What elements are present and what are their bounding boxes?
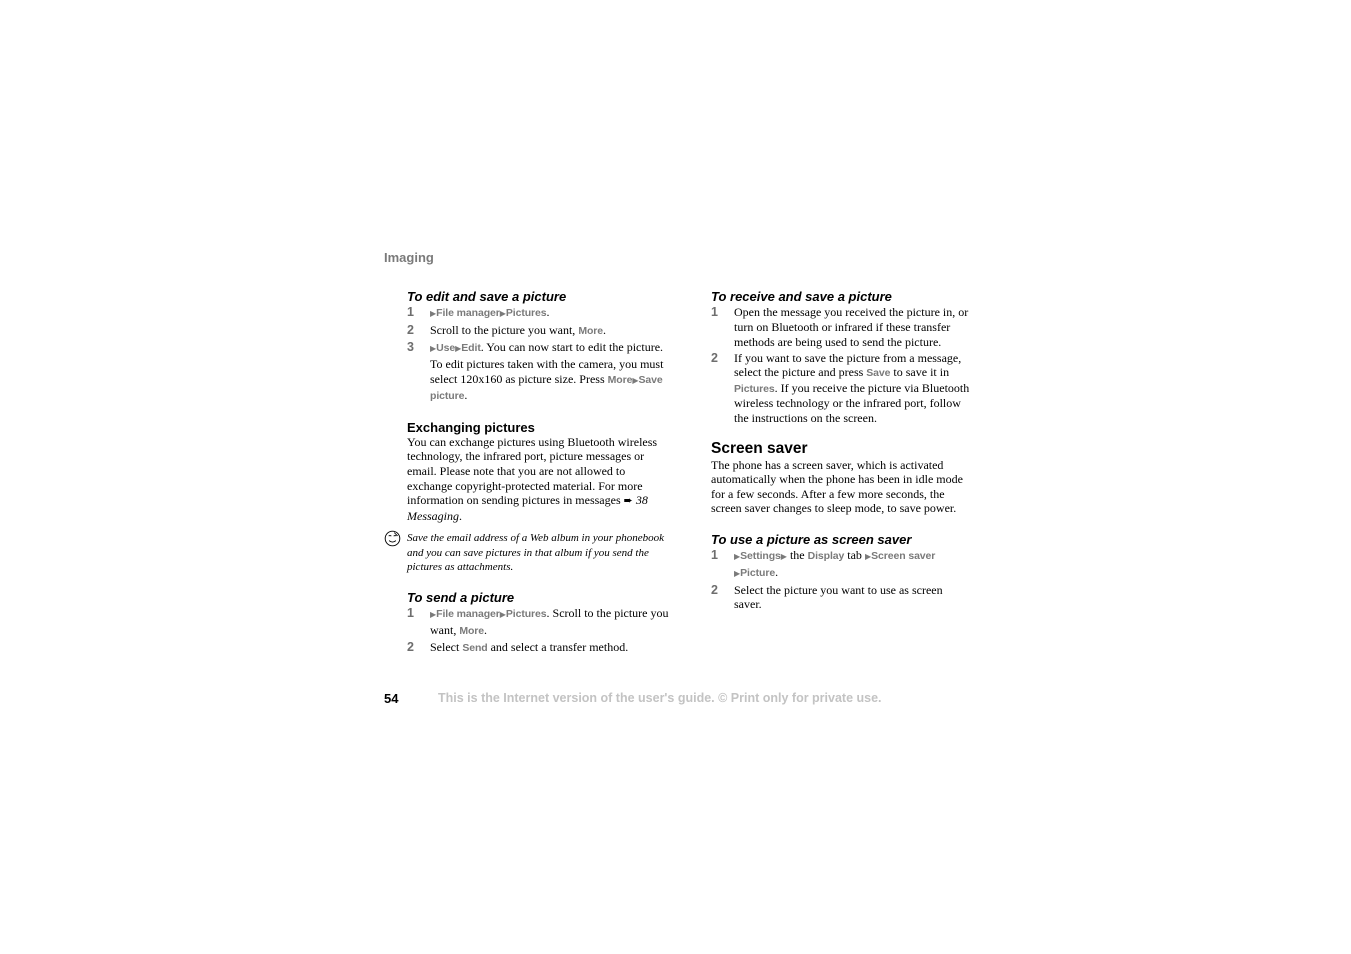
menu-arrow-icon: ▶ [430, 309, 437, 319]
page-reference: 38 Messaging [407, 493, 648, 523]
edit-picture-heading: To edit and save a picture [407, 289, 567, 304]
body-text: Open the message you received the picture in, or turn on Bluetooth or infrared if these transfer methods are being used to send the picture. [734, 305, 969, 349]
body-text: Select [430, 639, 463, 654]
menu-arrow-icon: ▶ [499, 610, 506, 620]
body-text: . [546, 305, 550, 320]
step-item [407, 323, 669, 339]
body-text: . [484, 622, 488, 637]
menu-path-item: Use [436, 342, 456, 355]
body-text: You can exchange pictures using Bluetooth wireless technology, the infrared port, picture messages or email. Please note that you are not allowed to exchange copyright-protected material. For more information on sending pictures in messages [407, 434, 658, 508]
reference-arrow-icon: ➨ [623, 494, 633, 508]
menu-path-item: Save [866, 367, 891, 380]
step-number: 1 [407, 305, 414, 320]
step-item [711, 583, 973, 612]
menu-arrow-icon: ▶ [430, 344, 437, 354]
body-text: tab [844, 548, 865, 563]
tip-note [407, 531, 669, 574]
menu-path-item: More [459, 624, 485, 637]
menu-path-item: Send [462, 641, 488, 654]
menu-arrow-icon: ▶ [632, 375, 639, 385]
menu-path-item: More [607, 373, 633, 386]
body-text: . [464, 388, 468, 403]
menu-arrow-icon: ▶ [499, 309, 506, 319]
body-text: . You can now start to edit the picture. To edit pictures taken with the camera, you must select 120x160 as picture size. Press [430, 340, 664, 386]
send-picture-steps [407, 606, 669, 655]
body-text: . [603, 323, 606, 338]
step-number: 2 [407, 323, 414, 338]
body-text: If you want to save the picture from a message, select the picture and press [734, 350, 962, 380]
menu-path-item: Pictures [505, 307, 547, 320]
step-item [407, 340, 669, 403]
footer-note: This is the Internet version of the user's guide. © Print only for private use. [438, 691, 882, 705]
menu-path-item: Settings [740, 550, 781, 563]
body-text: . If you receive the picture via Bluetooth wireless technology or the infrared port, follow the instructions on the screen. [734, 380, 970, 425]
body-text: and select a transfer method. [487, 639, 629, 654]
step-item [407, 640, 669, 656]
menu-path-item: File manager [436, 307, 500, 320]
screen-saver-heading: Screen saver [711, 439, 808, 457]
menu-path-item: Display [807, 550, 845, 563]
receive-picture-heading: To receive and save a picture [711, 289, 892, 304]
menu-path-item: More [578, 325, 603, 338]
menu-arrow-icon: ▶ [780, 552, 787, 562]
tip-text: Save the email address of a Web album in your phonebook and you can save pictures in that album if you send the pictures as attachments. [407, 532, 665, 573]
section-label: Imaging [384, 250, 434, 265]
body-text: . [459, 508, 462, 523]
use-screen-saver-steps [711, 548, 973, 612]
edit-picture-steps [407, 305, 669, 403]
menu-path-item: Save picture [430, 373, 663, 403]
body-text: Select the picture you want to use as screen saver. [734, 582, 943, 612]
left-column [407, 289, 669, 655]
body-text: the [786, 548, 808, 563]
exchanging-pictures-body [407, 435, 669, 524]
step-number: 3 [407, 340, 414, 355]
body-text: to save it in [890, 365, 950, 380]
step-number: 2 [407, 639, 414, 654]
tip-icon [384, 530, 401, 547]
menu-arrow-icon: ▶ [734, 568, 741, 578]
step-item [407, 606, 669, 638]
step-item [711, 351, 973, 426]
menu-path-item: Pictures [505, 608, 547, 621]
exchanging-pictures-heading: Exchanging pictures [407, 419, 535, 435]
menu-arrow-icon: ▶ [455, 344, 462, 354]
step-number: 1 [711, 548, 718, 563]
body-text: . Scroll to the picture you want, [430, 606, 669, 637]
menu-arrow-icon: ▶ [734, 552, 741, 562]
send-picture-heading: To send a picture [407, 589, 515, 605]
page-number: 54 [384, 691, 399, 706]
step-item [711, 305, 973, 349]
body-text: Scroll to the picture you want, [430, 323, 579, 338]
menu-arrow-icon: ▶ [864, 552, 872, 562]
menu-path-item: Edit [461, 342, 481, 355]
step-item [711, 548, 973, 581]
step-number: 1 [711, 305, 718, 320]
menu-path-item: Screen saver [871, 550, 936, 563]
body-text: . [775, 564, 779, 579]
menu-path-item: Picture [740, 566, 776, 579]
menu-path-item: Pictures [734, 382, 775, 395]
menu-path-item: File manager [436, 608, 500, 621]
step-number: 2 [711, 582, 718, 597]
menu-arrow-icon: ▶ [430, 610, 437, 620]
use-screen-saver-heading: To use a picture as screen saver [711, 531, 912, 547]
step-number: 1 [407, 606, 414, 621]
step-number: 2 [711, 350, 718, 365]
screen-saver-body: The phone has a screen saver, which is activated automatically when the phone has been in idle mode for a few seconds. After a few more seconds, the screen saver changes to sleep mode, to save power. [711, 457, 963, 516]
step-item [407, 305, 669, 322]
receive-picture-steps [711, 305, 973, 425]
right-column [711, 289, 973, 612]
